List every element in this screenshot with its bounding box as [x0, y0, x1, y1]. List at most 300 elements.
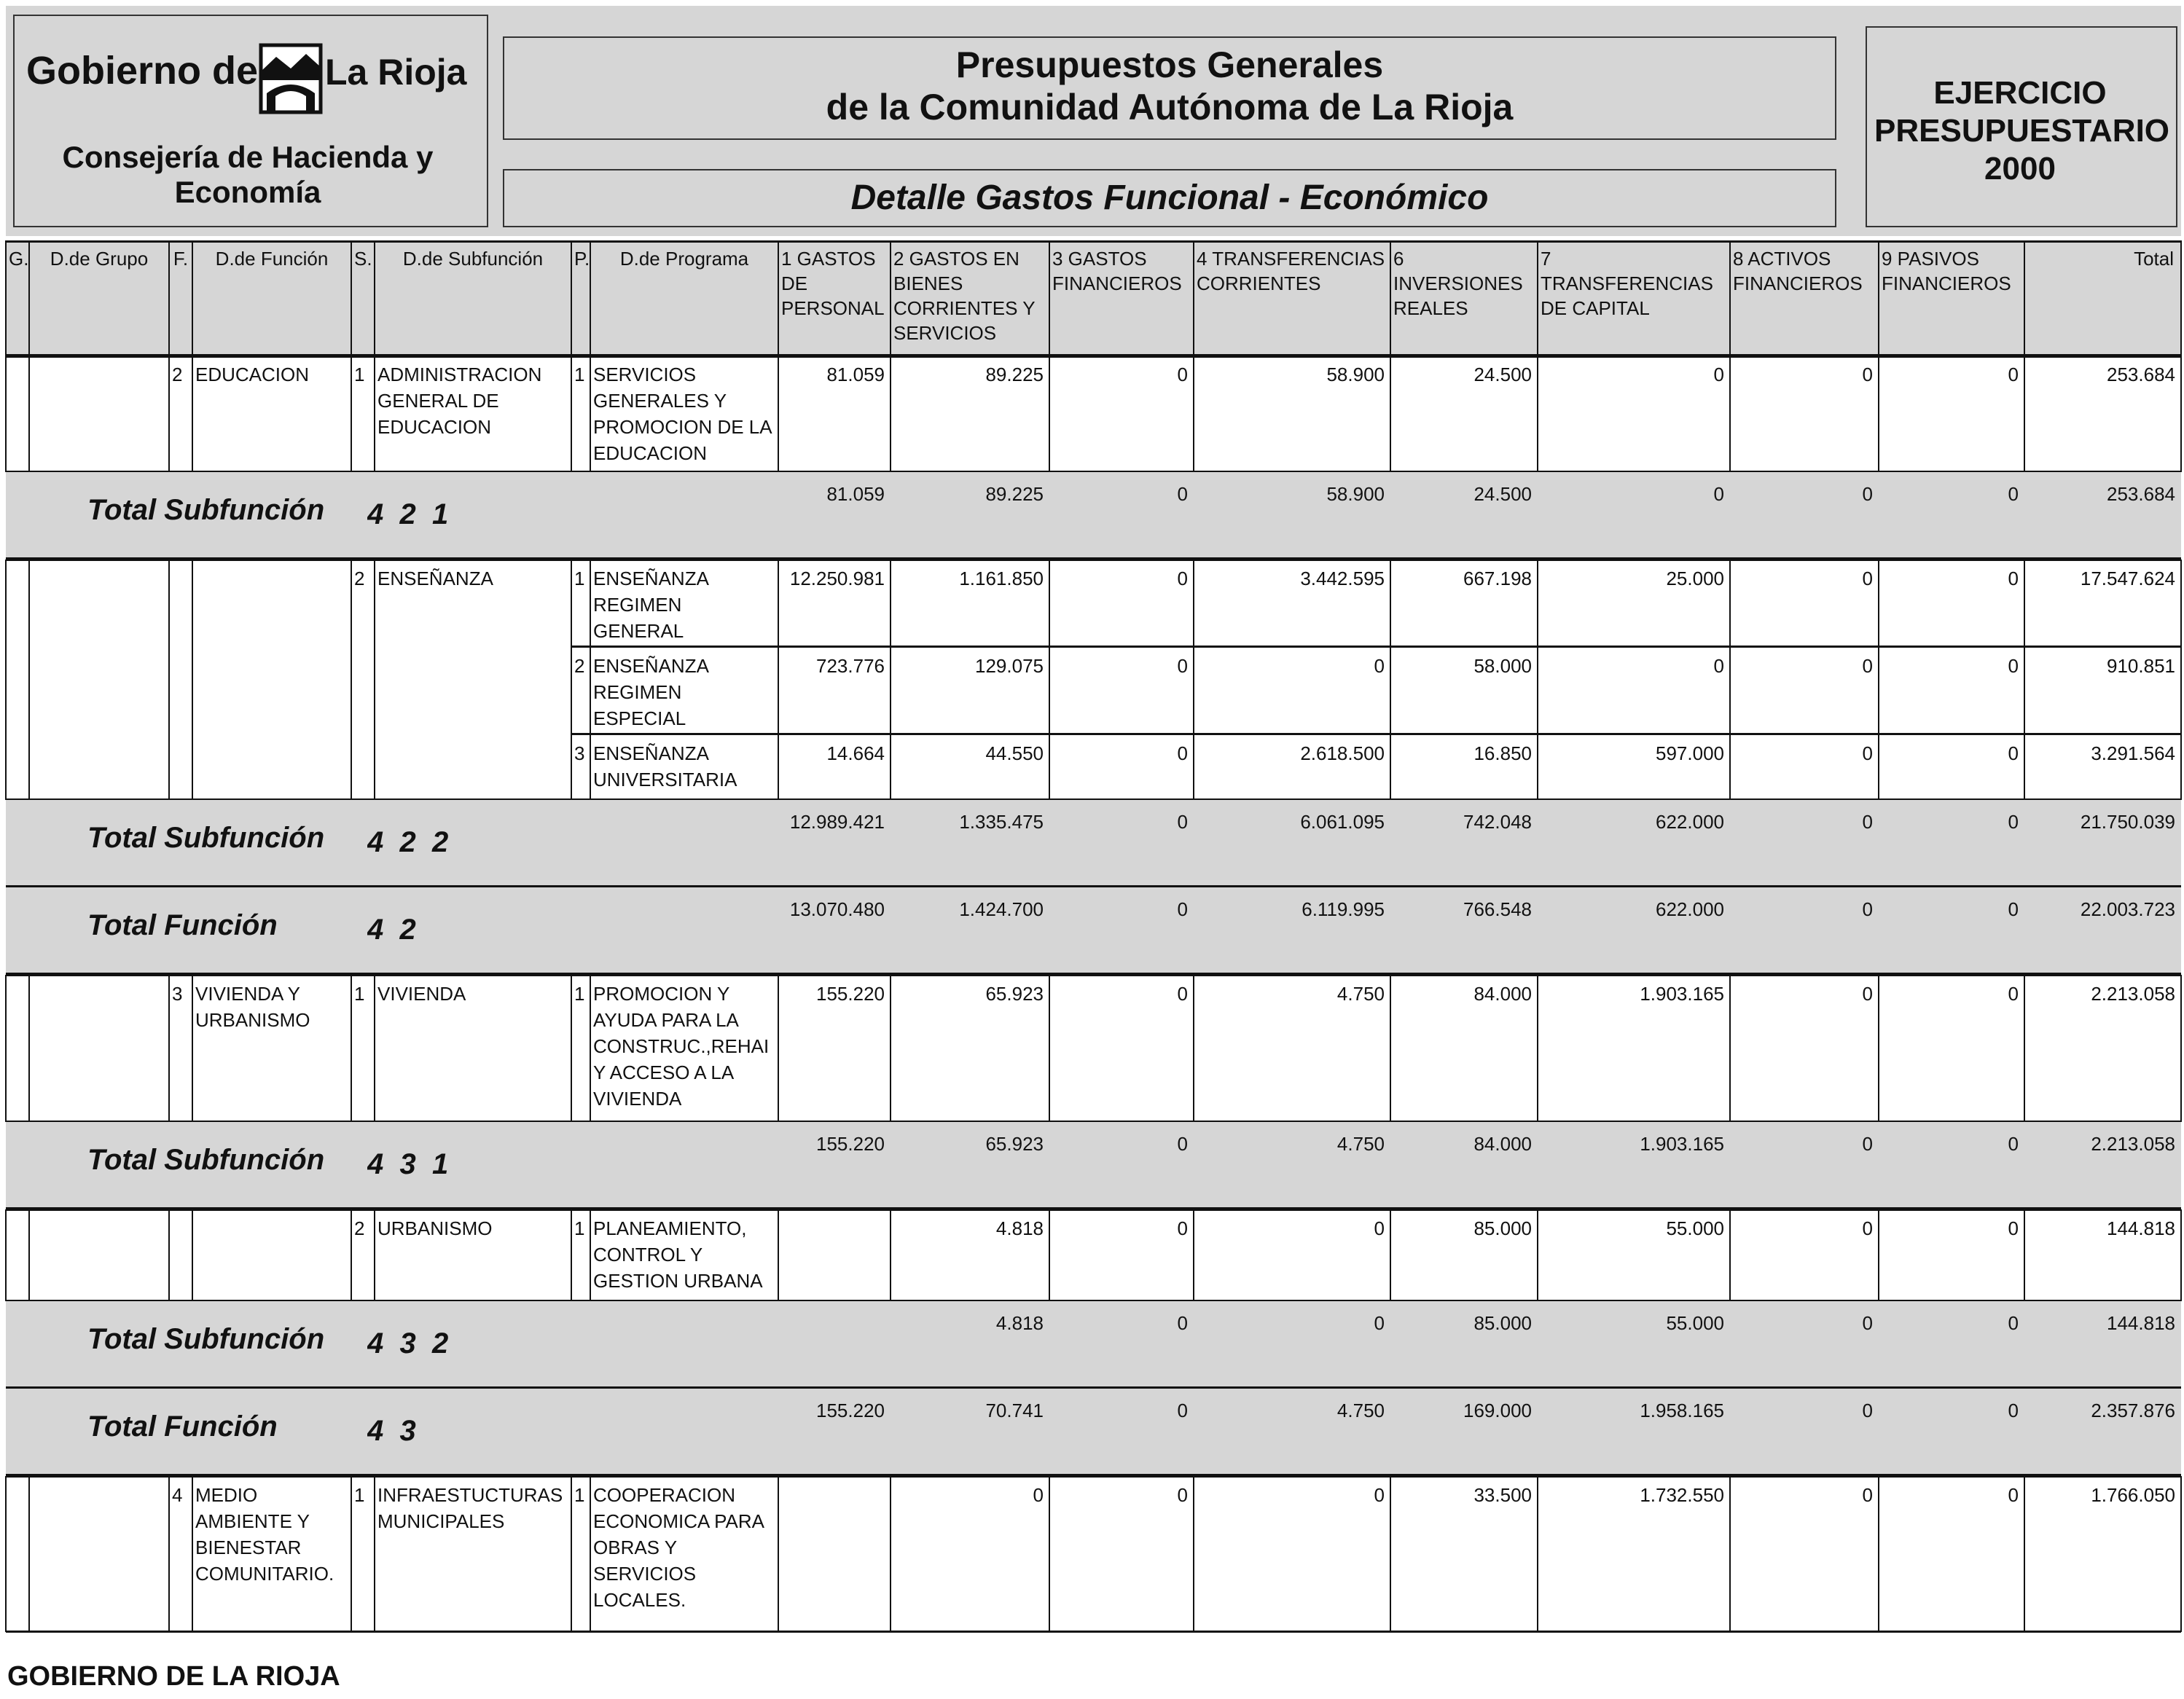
- value-c7: 55.000: [1666, 1217, 1724, 1239]
- header-vrule: [1878, 240, 1879, 356]
- subtitle-box: [503, 169, 1836, 227]
- value-c4: 58.900: [1326, 364, 1385, 385]
- header-vrule: [168, 240, 170, 356]
- value-c4: 0: [1374, 655, 1385, 677]
- value-c7: 1.732.550: [1640, 1484, 1724, 1506]
- row-vrule: [2180, 975, 2182, 1122]
- row-vrule: [1878, 975, 1879, 1122]
- subtitle: Detalle Gastos Funcional - Económico: [850, 178, 1489, 217]
- row-vrule: [2180, 734, 2182, 800]
- cell-funcion: MEDIO AMBIENTE Y BIENESTAR COMUNITARIO.: [195, 1484, 334, 1585]
- row-rule: [6, 1207, 2181, 1211]
- row-vrule: [1049, 647, 1050, 734]
- total-code: 4 2: [367, 914, 416, 946]
- row-vrule: [590, 1476, 591, 1632]
- value-c8: 0: [1862, 655, 1873, 677]
- ejercicio-label: EJERCICIO PRESUPUESTARIO 2000: [1874, 75, 2170, 187]
- row-vrule: [2024, 647, 2025, 734]
- row-vrule: [351, 1476, 352, 1632]
- row-vrule: [1049, 975, 1050, 1122]
- cell-p: 2: [574, 655, 585, 677]
- row-vrule: [1729, 734, 1731, 800]
- total-value-c8: 0: [1862, 1133, 1873, 1155]
- cell-s: 1: [354, 364, 365, 385]
- row-vrule: [890, 560, 891, 647]
- row-vrule: [1878, 1209, 1879, 1301]
- value-c6: 24.500: [1473, 364, 1532, 385]
- row-vrule: [778, 975, 779, 1122]
- value-c2: 65.923: [985, 983, 1044, 1005]
- row-vrule: [1390, 647, 1391, 734]
- value-c4: 3.442.595: [1300, 568, 1385, 589]
- row-vrule: [192, 975, 193, 1122]
- row-vrule: [1729, 356, 1731, 472]
- value-total: 144.818: [2107, 1217, 2175, 1239]
- row-vrule: [571, 647, 572, 734]
- total-value-c9: 0: [2008, 1312, 2019, 1334]
- value-total: 253.684: [2107, 364, 2175, 385]
- row-vrule: [2180, 1476, 2182, 1632]
- row-vrule: [1729, 647, 1731, 734]
- row-vrule: [1878, 1476, 1879, 1632]
- row-vrule: [1537, 975, 1538, 1122]
- value-c6: 33.500: [1473, 1484, 1532, 1506]
- value-c4: 0: [1374, 1217, 1385, 1239]
- row-vrule: [1049, 1209, 1050, 1301]
- total-code: 4 3 2: [367, 1327, 449, 1359]
- total-value-c9: 0: [2008, 811, 2019, 833]
- col-header-c4: 4 TRANSFERENCIAS CORRIENTES: [1197, 248, 1385, 294]
- row-vrule: [192, 734, 193, 800]
- row-vrule: [590, 1209, 591, 1301]
- row-vrule: [1729, 1476, 1731, 1632]
- row-vrule: [168, 647, 170, 734]
- total-value-c2: 70.741: [985, 1400, 1044, 1421]
- cell-programa: ENSEÑANZA UNIVERSITARIA: [593, 742, 737, 790]
- row-rule: [571, 646, 2181, 648]
- row-vrule: [351, 1209, 352, 1301]
- row-vrule: [1729, 560, 1731, 647]
- header-vrule: [2180, 240, 2182, 356]
- consejeria-label: Consejería de Hacienda y Economía: [62, 140, 434, 209]
- cell-funcion: EDUCACION: [195, 364, 310, 385]
- cell-subfuncion: ADMINISTRACION GENERAL DE EDUCACION: [377, 364, 542, 438]
- value-c3: 0: [1177, 1217, 1188, 1239]
- row-vrule: [778, 1209, 779, 1301]
- value-c3: 0: [1177, 742, 1188, 764]
- row-vrule: [28, 356, 30, 472]
- value-c3: 0: [1177, 568, 1188, 589]
- row-vrule: [1537, 560, 1538, 647]
- col-header-f: F.: [173, 248, 189, 270]
- title-line-2: de la Comunidad Autónoma de La Rioja: [826, 87, 1514, 127]
- total-value-total: 2.213.058: [2091, 1133, 2175, 1155]
- value-c2: 0: [1033, 1484, 1044, 1506]
- row-vrule: [168, 975, 170, 1122]
- total-value-c8: 0: [1862, 1312, 1873, 1334]
- row-vrule: [890, 975, 891, 1122]
- total-value-c4: 0: [1374, 1312, 1385, 1334]
- total-label: Total Función: [87, 1410, 278, 1443]
- total-value-c8: 0: [1862, 898, 1873, 920]
- value-c6: 667.198: [1463, 568, 1532, 589]
- total-value-c4: 4.750: [1336, 1400, 1385, 1421]
- value-c6: 58.000: [1473, 655, 1532, 677]
- row-vrule: [351, 734, 352, 800]
- cell-programa: SERVICIOS GENERALES Y PROMOCION DE LA EDUCACION: [593, 364, 772, 464]
- total-value-total: 144.818: [2107, 1312, 2175, 1334]
- row-rule: [6, 973, 2181, 976]
- header-vrule: [5, 240, 7, 356]
- row-vrule: [1193, 560, 1194, 647]
- row-vrule: [5, 647, 7, 734]
- col-header-grupo: D.de Grupo: [50, 248, 149, 270]
- total-value-c4: 58.900: [1326, 483, 1385, 505]
- row-vrule: [571, 1209, 572, 1301]
- gov-label: Gobierno de: [26, 49, 259, 93]
- value-c1: 14.664: [826, 742, 885, 764]
- row-vrule: [778, 356, 779, 472]
- row-rule: [6, 1474, 2181, 1478]
- value-c8: 0: [1862, 568, 1873, 589]
- header-vrule: [374, 240, 375, 356]
- row-vrule: [1193, 647, 1194, 734]
- col-header-subfuncion: D.de Subfunción: [402, 248, 544, 270]
- row-vrule: [571, 356, 572, 472]
- row-vrule: [374, 647, 375, 734]
- row-vrule: [1390, 975, 1391, 1122]
- value-c6: 85.000: [1473, 1217, 1532, 1239]
- col-header-programa: D.de Programa: [619, 248, 749, 270]
- total-value-total: 22.003.723: [2080, 898, 2175, 920]
- row-vrule: [5, 356, 7, 472]
- total-value-c3: 0: [1177, 811, 1188, 833]
- col-header-p: P.: [574, 248, 590, 270]
- total-value-c1: 13.070.480: [789, 898, 885, 920]
- col-header-c8: 8 ACTIVOS FINANCIEROS: [1733, 248, 1863, 294]
- total-value-c3: 0: [1177, 1400, 1188, 1421]
- total-value-c6: 742.048: [1463, 811, 1532, 833]
- cell-p: 1: [574, 1217, 585, 1239]
- row-vrule: [28, 975, 30, 1122]
- cell-subfuncion: URBANISMO: [377, 1217, 493, 1239]
- row-vrule: [374, 1209, 375, 1301]
- row-vrule: [5, 1209, 7, 1301]
- row-vrule: [168, 356, 170, 472]
- row-vrule: [374, 975, 375, 1122]
- title-box: [503, 36, 1836, 140]
- row-vrule: [590, 560, 591, 647]
- row-vrule: [192, 356, 193, 472]
- value-c9: 0: [2008, 655, 2019, 677]
- row-vrule: [590, 647, 591, 734]
- row-vrule: [1390, 1476, 1391, 1632]
- cell-p: 1: [574, 568, 585, 589]
- row-vrule: [1537, 1476, 1538, 1632]
- total-value-c1: 155.220: [816, 1133, 885, 1155]
- value-c7: 597.000: [1656, 742, 1724, 764]
- header-vrule: [778, 240, 779, 356]
- total-value-c7: 1.903.165: [1640, 1133, 1724, 1155]
- row-vrule: [778, 560, 779, 647]
- row-vrule: [1193, 975, 1194, 1122]
- total-value-c3: 0: [1177, 1133, 1188, 1155]
- footer-label: GOBIERNO DE LA RIOJA: [7, 1661, 340, 1692]
- row-vrule: [2024, 734, 2025, 800]
- header-vrule: [890, 240, 891, 356]
- row-vrule: [5, 975, 7, 1122]
- cell-f: 2: [172, 364, 183, 385]
- total-value-c7: 622.000: [1656, 898, 1724, 920]
- row-vrule: [2180, 647, 2182, 734]
- col-header-s: S.: [354, 248, 372, 270]
- value-c7: 0: [1713, 655, 1724, 677]
- value-c1: [778, 1479, 891, 1508]
- total-label: Total Función: [87, 909, 278, 941]
- total-code: 4 3 1: [367, 1148, 449, 1180]
- value-total: 17.547.624: [2080, 568, 2175, 589]
- row-vrule: [351, 356, 352, 472]
- total-value-c1: 81.059: [826, 483, 885, 505]
- row-vrule: [2024, 356, 2025, 472]
- cell-p: 1: [574, 364, 585, 385]
- row-vrule: [1390, 356, 1391, 472]
- row-vrule: [168, 734, 170, 800]
- total-value-c1: [778, 1307, 891, 1336]
- value-c3: 0: [1177, 655, 1188, 677]
- total-label: Total Subfunción: [87, 822, 325, 854]
- cell-s: 1: [354, 983, 365, 1005]
- row-vrule: [28, 647, 30, 734]
- logo-box: [13, 15, 488, 227]
- row-vrule: [1537, 1209, 1538, 1301]
- row-vrule: [1390, 560, 1391, 647]
- row-vrule: [1193, 734, 1194, 800]
- row-vrule: [1878, 356, 1879, 472]
- total-value-c8: 0: [1862, 1400, 1873, 1421]
- row-vrule: [5, 734, 7, 800]
- value-c7: 25.000: [1666, 568, 1724, 589]
- total-value-c2: 1.424.700: [959, 898, 1044, 920]
- value-total: 3.291.564: [2091, 742, 2175, 764]
- row-vrule: [890, 1209, 891, 1301]
- row-vrule: [1537, 647, 1538, 734]
- col-header-c2: 2 GASTOS EN BIENES CORRIENTES Y SERVICIOS: [893, 248, 1036, 344]
- value-c8: 0: [1862, 1484, 1873, 1506]
- header-vrule: [2024, 240, 2025, 356]
- col-header-c7: 7 TRANSFERENCIAS DE CAPITAL: [1541, 248, 1713, 319]
- row-vrule: [192, 1476, 193, 1632]
- row-vrule: [1878, 560, 1879, 647]
- row-vrule: [374, 1476, 375, 1632]
- value-c7: 1.903.165: [1640, 983, 1724, 1005]
- row-vrule: [2024, 1476, 2025, 1632]
- value-c2: 1.161.850: [959, 568, 1044, 589]
- value-c3: 0: [1177, 983, 1188, 1005]
- ejercicio-box: [1866, 26, 2177, 227]
- col-header-total: Total: [2134, 248, 2174, 270]
- total-value-total: 2.357.876: [2091, 1400, 2175, 1421]
- value-c6: 84.000: [1473, 983, 1532, 1005]
- row-rule: [6, 1631, 2181, 1633]
- value-c8: 0: [1862, 364, 1873, 385]
- value-c8: 0: [1862, 983, 1873, 1005]
- total-value-c6: 24.500: [1473, 483, 1532, 505]
- cell-p: 1: [574, 983, 585, 1005]
- row-vrule: [2180, 356, 2182, 472]
- value-c9: 0: [2008, 983, 2019, 1005]
- cell-programa: ENSEÑANZA REGIMEN ESPECIAL: [593, 655, 708, 729]
- total-value-c7: 0: [1713, 483, 1724, 505]
- header-vrule: [28, 240, 30, 356]
- total-value-total: 21.750.039: [2080, 811, 2175, 833]
- row-vrule: [5, 1476, 7, 1632]
- value-c1: [778, 1212, 891, 1241]
- row-vrule: [168, 1476, 170, 1632]
- row-vrule: [28, 560, 30, 647]
- row-vrule: [890, 356, 891, 472]
- row-vrule: [2024, 975, 2025, 1122]
- row-vrule: [590, 975, 591, 1122]
- total-value-c2: 89.225: [985, 483, 1044, 505]
- value-c1: 155.220: [816, 983, 885, 1005]
- value-c7: 0: [1713, 364, 1724, 385]
- row-vrule: [890, 734, 891, 800]
- col-header-g: G.: [9, 248, 29, 270]
- total-value-c4: 6.119.995: [1302, 898, 1385, 920]
- row-vrule: [571, 560, 572, 647]
- total-value-c1: 12.989.421: [789, 811, 885, 833]
- row-vrule: [192, 647, 193, 734]
- row-vrule: [1049, 1476, 1050, 1632]
- value-c9: 0: [2008, 1484, 2019, 1506]
- cell-s: 2: [354, 568, 365, 589]
- header-vrule: [192, 240, 193, 356]
- row-vrule: [1878, 647, 1879, 734]
- cell-programa: COOPERACION ECONOMICA PARA OBRAS Y SERVICIOS LOCALES.: [593, 1484, 764, 1611]
- header-vrule: [351, 240, 352, 356]
- row-vrule: [890, 1476, 891, 1632]
- total-value-c1: 155.220: [816, 1400, 885, 1421]
- value-c8: 0: [1862, 1217, 1873, 1239]
- value-total: 910.851: [2107, 655, 2175, 677]
- cell-s: 2: [354, 1217, 365, 1239]
- header-vrule: [1729, 240, 1731, 356]
- total-value-c8: 0: [1862, 811, 1873, 833]
- value-c9: 0: [2008, 742, 2019, 764]
- row-vrule: [571, 1476, 572, 1632]
- header-vrule: [590, 240, 591, 356]
- col-header-c6: 6 INVERSIONES REALES: [1393, 248, 1523, 319]
- total-value-c9: 0: [2008, 898, 2019, 920]
- row-vrule: [2024, 560, 2025, 647]
- row-rule: [6, 557, 2181, 561]
- total-value-c7: 55.000: [1666, 1312, 1724, 1334]
- header-vrule: [1390, 240, 1391, 356]
- row-vrule: [1049, 734, 1050, 800]
- cell-programa: ENSEÑANZA REGIMEN GENERAL: [593, 568, 708, 642]
- row-vrule: [192, 560, 193, 647]
- total-value-total: 253.684: [2107, 483, 2175, 505]
- row-vrule: [1537, 356, 1538, 472]
- row-vrule: [374, 560, 375, 647]
- total-value-c9: 0: [2008, 1400, 2019, 1421]
- col-header-funcion: D.de Función: [215, 248, 329, 270]
- total-label: Total Subfunción: [87, 1144, 325, 1176]
- row-vrule: [1729, 975, 1731, 1122]
- row-vrule: [1537, 734, 1538, 800]
- row-vrule: [1193, 356, 1194, 472]
- value-total: 2.213.058: [2091, 983, 2175, 1005]
- value-c1: 12.250.981: [789, 568, 885, 589]
- value-c9: 0: [2008, 1217, 2019, 1239]
- row-vrule: [168, 560, 170, 647]
- total-value-c2: 1.335.475: [959, 811, 1044, 833]
- cell-p: 3: [574, 742, 585, 764]
- cell-f: 3: [172, 983, 183, 1005]
- row-vrule: [28, 734, 30, 800]
- row-vrule: [1049, 356, 1050, 472]
- total-value-c6: 169.000: [1463, 1400, 1532, 1421]
- cell-s: 1: [354, 1484, 365, 1506]
- row-vrule: [1878, 734, 1879, 800]
- cell-subfuncion: VIVIENDA: [377, 983, 466, 1005]
- total-value-c4: 6.061.095: [1300, 811, 1385, 833]
- cell-f: 4: [172, 1484, 183, 1506]
- total-value-c9: 0: [2008, 483, 2019, 505]
- total-value-c7: 1.958.165: [1640, 1400, 1724, 1421]
- total-value-c6: 766.548: [1463, 898, 1532, 920]
- rioja-logo-icon: [258, 42, 324, 115]
- value-total: 1.766.050: [2091, 1484, 2175, 1506]
- row-vrule: [571, 734, 572, 800]
- row-vrule: [2024, 1209, 2025, 1301]
- total-value-c3: 0: [1177, 898, 1188, 920]
- header-vrule: [1049, 240, 1050, 356]
- total-value-c9: 0: [2008, 1133, 2019, 1155]
- value-c2: 89.225: [985, 364, 1044, 385]
- row-vrule: [28, 1209, 30, 1301]
- row-vrule: [1193, 1476, 1194, 1632]
- header-bottom-rule: [6, 354, 2181, 358]
- value-c4: 4.750: [1336, 983, 1385, 1005]
- value-c2: 4.818: [995, 1217, 1044, 1239]
- row-rule: [571, 733, 2181, 735]
- row-vrule: [2180, 1209, 2182, 1301]
- row-vrule: [778, 734, 779, 800]
- cell-subfuncion: INFRAESTUCTURAS MUNICIPALES: [377, 1484, 563, 1532]
- total-value-c3: 0: [1177, 1312, 1188, 1334]
- total-value-c8: 0: [1862, 483, 1873, 505]
- row-vrule: [778, 647, 779, 734]
- value-c4: 2.618.500: [1300, 742, 1385, 764]
- row-vrule: [590, 356, 591, 472]
- rioja-label: La Rioja: [325, 52, 467, 93]
- cell-p: 1: [574, 1484, 585, 1506]
- value-c1: 81.059: [826, 364, 885, 385]
- col-header-c1: 1 GASTOS DE PERSONAL: [781, 248, 885, 319]
- row-vrule: [1729, 1209, 1731, 1301]
- value-c9: 0: [2008, 364, 2019, 385]
- row-vrule: [890, 647, 891, 734]
- total-label: Total Subfunción: [87, 1323, 325, 1355]
- value-c9: 0: [2008, 568, 2019, 589]
- total-label: Total Subfunción: [87, 494, 325, 526]
- value-c2: 44.550: [985, 742, 1044, 764]
- total-code: 4 2 1: [367, 498, 449, 530]
- row-vrule: [168, 1209, 170, 1301]
- row-vrule: [351, 647, 352, 734]
